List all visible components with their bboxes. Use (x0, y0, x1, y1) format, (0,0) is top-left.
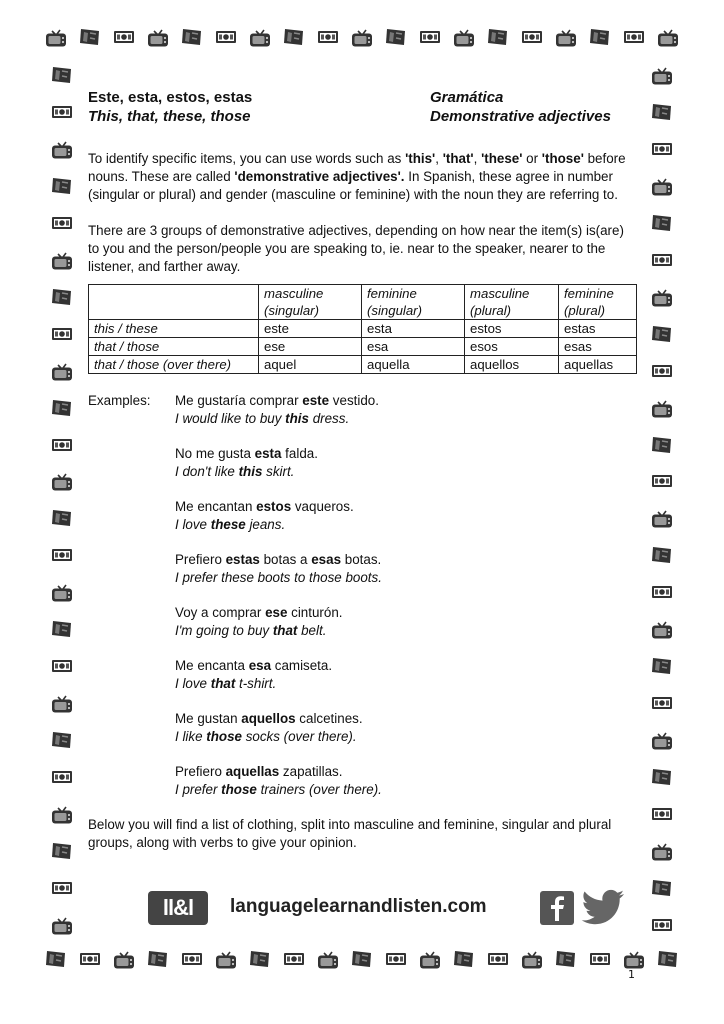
tv-icon (650, 175, 674, 197)
example-english: I'm going to buy that belt. (175, 623, 327, 638)
tv-icon (112, 948, 136, 970)
flag-icon (650, 212, 674, 234)
flag-icon (650, 877, 674, 899)
banknote-icon (520, 26, 544, 48)
flag-icon (384, 26, 408, 48)
tv-icon (44, 26, 68, 48)
table-cell: aquellos (465, 356, 559, 374)
flag-icon (50, 175, 74, 197)
table-row (89, 356, 637, 374)
table-cell: aquel (259, 356, 362, 374)
border-top (44, 26, 680, 48)
example-item (175, 445, 638, 481)
twitter-icon[interactable] (580, 889, 626, 927)
flag-icon (146, 948, 170, 970)
banknote-icon (650, 692, 674, 714)
intro-paragraph-1: To identify specific items, you can use words such as 'this', 'that', 'these' or 'those' before nouns. These are called 'demonstrative adjectives'. In Spanish, these agree in number (singular or plural) and gender (masculine or feminine) with the noun they are referring to. (88, 151, 626, 202)
examples-label: Examples: (88, 393, 151, 408)
banknote-icon (486, 948, 510, 970)
examples-section (88, 392, 638, 799)
example-spanish: Me gustaría comprar este vestido. (175, 393, 379, 408)
table-cell: esas (559, 338, 637, 356)
example-item (175, 657, 638, 693)
table-cell: aquellas (559, 356, 637, 374)
example-english: I would like to buy this dress. (175, 411, 350, 426)
example-spanish: Prefiero estas botas a esas botas. (175, 552, 382, 567)
tv-icon (214, 948, 238, 970)
tv-icon (554, 26, 578, 48)
banknote-icon (650, 470, 674, 492)
topic-label: Demonstrative adjectives (430, 108, 611, 125)
banknote-icon (214, 26, 238, 48)
flag-icon (650, 766, 674, 788)
tv-icon (50, 914, 74, 936)
example-item (175, 763, 638, 799)
tv-icon (650, 397, 674, 419)
table-cell: esa (362, 338, 465, 356)
banknote-icon (180, 948, 204, 970)
banknote-icon (418, 26, 442, 48)
flag-icon (50, 840, 74, 862)
flag-icon (282, 26, 306, 48)
flag-icon (650, 323, 674, 345)
banknote-icon (650, 249, 674, 271)
flag-icon (50, 397, 74, 419)
example-spanish: Me encanta esa camiseta. (175, 658, 333, 673)
table-header-cell (89, 285, 259, 320)
banknote-icon (78, 948, 102, 970)
section-label: Gramática (430, 89, 504, 106)
banknote-icon (50, 877, 74, 899)
table-cell: esta (362, 320, 465, 338)
banknote-icon (50, 212, 74, 234)
flag-icon (248, 948, 272, 970)
border-left (50, 64, 74, 936)
tv-icon (656, 26, 680, 48)
example-item (175, 604, 638, 640)
page-number: 1 (628, 968, 635, 981)
facebook-icon[interactable] (540, 891, 574, 925)
example-item (175, 710, 638, 746)
banknote-icon (622, 26, 646, 48)
table-header-cell: masculine (plural) (465, 285, 559, 320)
flag-icon (554, 948, 578, 970)
examples-list (175, 392, 638, 799)
title-block (88, 88, 638, 126)
banknote-icon (650, 581, 674, 603)
example-spanish: Me gustan aquellos calcetines. (175, 711, 363, 726)
demonstrative-table (88, 284, 637, 374)
brand-logo: ll&l (148, 891, 208, 925)
example-spanish: Me encantan estos vaqueros. (175, 499, 354, 514)
flag-icon (650, 434, 674, 456)
tv-icon (50, 581, 74, 603)
flag-icon (50, 286, 74, 308)
title-english: This, that, these, those (88, 108, 251, 125)
tv-icon (418, 948, 442, 970)
example-item (175, 551, 638, 587)
tv-icon (50, 138, 74, 160)
footer (148, 889, 628, 929)
table-row (89, 338, 637, 356)
flag-icon (650, 655, 674, 677)
example-spanish: No me gusta esta falda. (175, 446, 318, 461)
example-spanish: Prefiero aquellas zapatillas. (175, 764, 343, 779)
banknote-icon (282, 948, 306, 970)
tv-icon (50, 470, 74, 492)
tv-icon (520, 948, 544, 970)
flag-icon (486, 26, 510, 48)
example-item (175, 392, 638, 428)
tv-icon (650, 507, 674, 529)
tv-icon (350, 26, 374, 48)
example-spanish: Voy a comprar ese cinturón. (175, 605, 343, 620)
closing-paragraph: Below you will find a list of clothing, split into masculine and feminine, singular and plural groups, along with verbs to give your opinion. (88, 817, 612, 850)
tv-icon (650, 729, 674, 751)
banknote-icon (50, 766, 74, 788)
table-cell: estos (465, 320, 559, 338)
worksheet-content (88, 88, 638, 852)
border-right (650, 64, 674, 936)
tv-icon (316, 948, 340, 970)
table-header-cell: feminine (plural) (559, 285, 637, 320)
tv-icon (650, 286, 674, 308)
tv-icon (650, 64, 674, 86)
banknote-icon (112, 26, 136, 48)
table-cell: esos (465, 338, 559, 356)
border-bottom (44, 948, 680, 970)
table-cell: estas (559, 320, 637, 338)
table-row-label: that / those (89, 338, 259, 356)
tv-icon (248, 26, 272, 48)
tv-icon (452, 26, 476, 48)
tv-icon (50, 249, 74, 271)
banknote-icon (316, 26, 340, 48)
website-link[interactable]: languagelearnandlisten.com (230, 896, 487, 917)
table-row-label: this / these (89, 320, 259, 338)
example-english: I like those socks (over there). (175, 729, 357, 744)
table-cell: ese (259, 338, 362, 356)
tv-icon (622, 948, 646, 970)
flag-icon (452, 948, 476, 970)
table-row-label: that / those (over there) (89, 356, 259, 374)
title-spanish: Este, esta, estos, estas (88, 89, 253, 106)
flag-icon (50, 729, 74, 751)
intro-paragraph-2: There are 3 groups of demonstrative adjectives, depending on how near the item(s) is(are) to you and the person/people you are speaking to, ie. near to the speaker, nearer to the listener, and farther away. (88, 223, 624, 274)
tv-icon (650, 840, 674, 862)
example-item (175, 498, 638, 534)
tv-icon (650, 618, 674, 640)
banknote-icon (588, 948, 612, 970)
flag-icon (650, 101, 674, 123)
banknote-icon (650, 360, 674, 382)
example-english: I don't like this skirt. (175, 464, 295, 479)
table-cell: este (259, 320, 362, 338)
flag-icon (50, 507, 74, 529)
flag-icon (588, 26, 612, 48)
flag-icon (50, 64, 74, 86)
banknote-icon (650, 914, 674, 936)
banknote-icon (50, 101, 74, 123)
flag-icon (650, 544, 674, 566)
banknote-icon (50, 544, 74, 566)
table-header-cell: masculine (singular) (259, 285, 362, 320)
banknote-icon (384, 948, 408, 970)
table-row (89, 320, 637, 338)
example-english: I love these jeans. (175, 517, 286, 532)
flag-icon (656, 948, 680, 970)
flag-icon (50, 618, 74, 640)
banknote-icon (650, 138, 674, 160)
example-english: I prefer those trainers (over there). (175, 782, 382, 797)
table-header-cell: feminine (singular) (362, 285, 465, 320)
table-cell: aquella (362, 356, 465, 374)
flag-icon (350, 948, 374, 970)
example-english: I prefer these boots to those boots. (175, 570, 382, 585)
tv-icon (146, 26, 170, 48)
example-english: I love that t-shirt. (175, 676, 277, 691)
banknote-icon (50, 323, 74, 345)
flag-icon (44, 948, 68, 970)
table-header-row (89, 285, 637, 320)
flag-icon (180, 26, 204, 48)
tv-icon (50, 692, 74, 714)
banknote-icon (50, 655, 74, 677)
tv-icon (50, 803, 74, 825)
banknote-icon (50, 434, 74, 456)
tv-icon (50, 360, 74, 382)
banknote-icon (650, 803, 674, 825)
flag-icon (78, 26, 102, 48)
